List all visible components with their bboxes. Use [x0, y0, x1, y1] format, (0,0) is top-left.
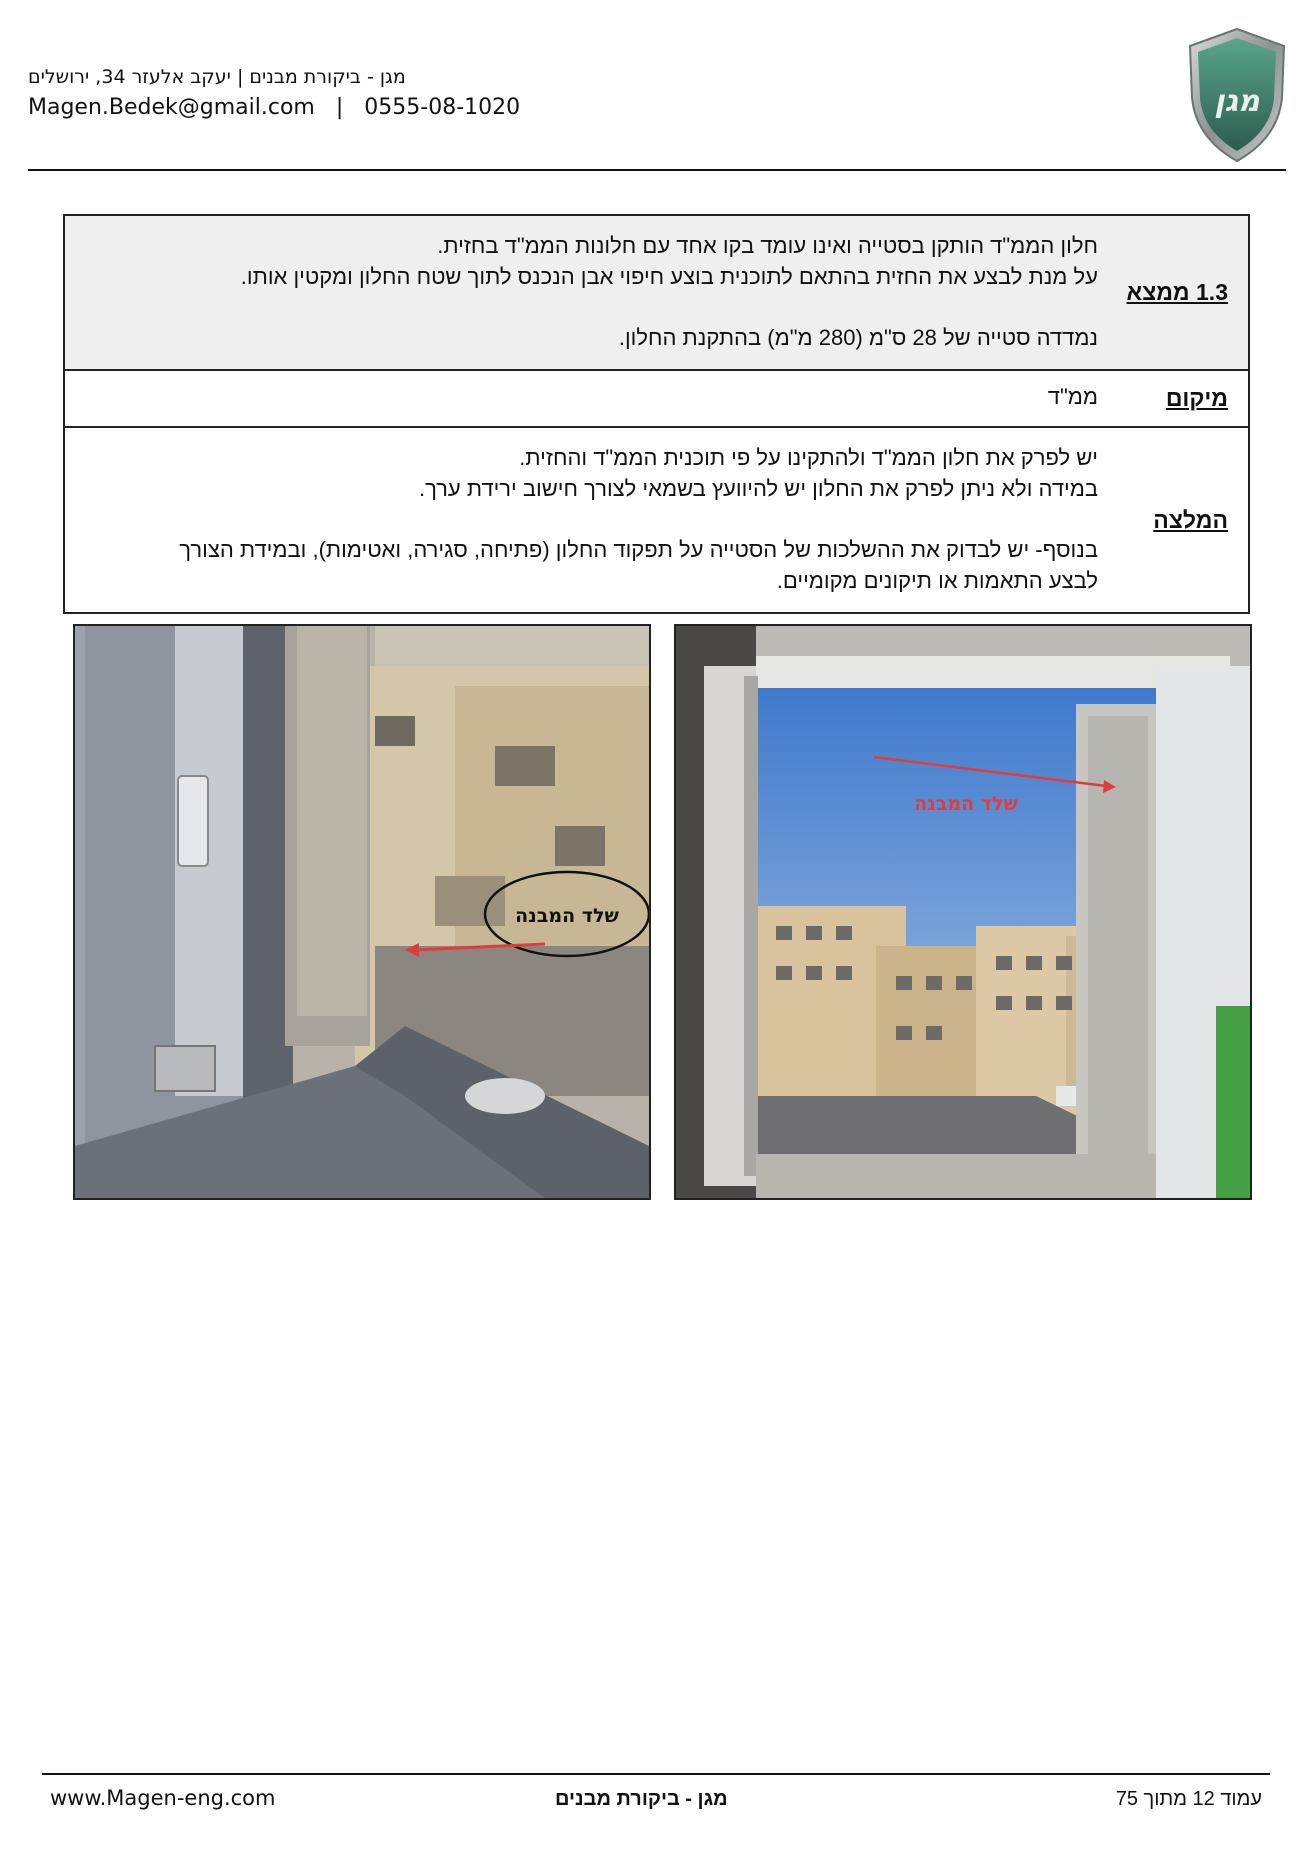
- header-separator: |: [335, 95, 344, 120]
- photo-window-street-view: [674, 624, 1252, 1200]
- footer-website-link[interactable]: www.Magen-eng.com: [50, 1786, 276, 1810]
- finding-line: על מנת לבצע את החזית בהתאם לתוכנית בוצע חיפוי אבן הנכנס לתוך שטח החלון ומקטין אותו.: [240, 264, 1098, 289]
- recommendation-line: יש לפרק את חלון הממ"ד ולהתקינו על פי תוכנית הממ"ד והחזית.: [519, 445, 1098, 470]
- recommendation-line: לבצע התאמות או תיקונים מקומיים.: [776, 568, 1098, 593]
- footer-divider: [42, 1773, 1270, 1775]
- finding-description: [65, 216, 1098, 369]
- left-photo-caption: שלד המבנה: [515, 905, 619, 927]
- header-contact: [28, 95, 520, 120]
- location-row: [65, 371, 1248, 428]
- finding-row: [65, 216, 1248, 371]
- footer-page-number: [1116, 1788, 1262, 1811]
- recommendation-description: [65, 428, 1098, 612]
- finding-line: נמדדה סטייה של 28 ס"מ (280 מ"מ) בהתקנת החלון.: [618, 325, 1098, 350]
- footer-page-current: 12: [1192, 1788, 1215, 1810]
- finding-line: חלון הממ"ד הותקן בסטייה ואינו עומד בקו אחד עם חלונות הממ"ד בחזית.: [437, 233, 1098, 258]
- footer-page-word: עמוד: [1220, 1788, 1262, 1810]
- recommendation-label: המלצה: [1153, 506, 1228, 533]
- magen-logo: [1186, 26, 1288, 164]
- recommendation-line: במידה ולא ניתן לפרק את החלון יש להיוועץ בשמאי לצורך חישוב ירידת ערך.: [418, 476, 1098, 501]
- recommendation-line: בנוסף- יש לבדוק את ההשלכות של הסטייה על תפקוד החלון (פתיחה, סגירה, ואטימות), ובמידת הצורך: [179, 537, 1098, 562]
- right-photo-caption: שלד המבנה: [914, 793, 1018, 815]
- finding-table: [63, 214, 1250, 614]
- header-company-address: מגן - ביקורת מבנים | יעקב אלעזר 34, ירושלים: [28, 66, 406, 88]
- recommendation-row: [65, 428, 1248, 612]
- finding-label: 1.3 ממצא: [1126, 279, 1228, 305]
- location-value: ממ"ד: [1047, 384, 1098, 409]
- photo-window-frame-closeup: [73, 624, 651, 1200]
- footer-company-name: מגן - ביקורת מבנים: [555, 1788, 728, 1810]
- header-phone: 0555-08-1020: [364, 95, 521, 120]
- location-label: מיקום: [1165, 385, 1228, 411]
- footer-page-total: 75: [1115, 1788, 1138, 1810]
- svg-text:מגן: מגן: [1214, 84, 1260, 119]
- header-email[interactable]: Magen.Bedek@gmail.com: [28, 95, 315, 120]
- footer-of-word: מתוך: [1143, 1788, 1187, 1810]
- header-divider: [28, 169, 1286, 171]
